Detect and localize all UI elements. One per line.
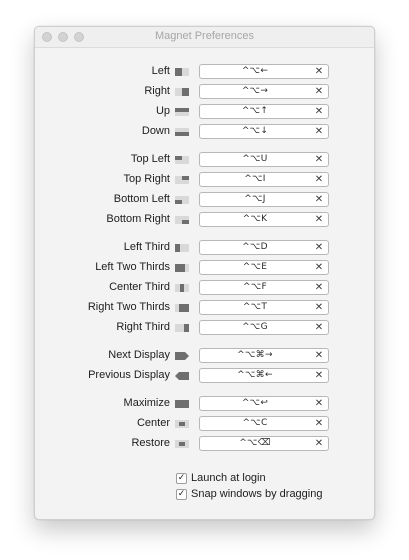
shortcut-label: Right Two Thirds bbox=[87, 301, 170, 313]
shortcut-keys: ^⌥⌫ bbox=[239, 438, 271, 448]
clear-shortcut-icon[interactable]: ✕ bbox=[314, 418, 324, 429]
clear-shortcut-icon[interactable]: ✕ bbox=[314, 154, 324, 165]
shortcut-keys: ^⌥↑ bbox=[241, 106, 269, 116]
left-two-thirds-icon bbox=[175, 264, 189, 272]
shortcut-row-right-third bbox=[35, 320, 375, 336]
shortcut-recorder-right-two-thirds[interactable] bbox=[199, 300, 329, 315]
maximize-icon bbox=[175, 400, 189, 408]
bottom-right-icon bbox=[175, 216, 189, 224]
shortcut-recorder-next-display[interactable] bbox=[199, 348, 329, 363]
shortcut-row-center bbox=[35, 416, 375, 432]
clear-shortcut-icon[interactable]: ✕ bbox=[314, 282, 324, 293]
shortcut-keys: ^⌥J bbox=[244, 194, 266, 204]
shortcut-recorder-left-two-thirds[interactable] bbox=[199, 260, 329, 275]
left-third-icon bbox=[175, 244, 189, 252]
shortcut-recorder-left-third[interactable] bbox=[199, 240, 329, 255]
shortcut-label: Left Third bbox=[123, 241, 170, 253]
checkbox-label: Snap windows by dragging bbox=[191, 488, 323, 500]
shortcut-recorder-right-third[interactable] bbox=[199, 320, 329, 335]
shortcut-keys: ^⌥F bbox=[243, 282, 267, 292]
shortcut-keys: ^⌥G bbox=[242, 322, 268, 332]
previous-display-icon bbox=[175, 372, 189, 380]
shortcut-label: Bottom Right bbox=[106, 213, 170, 225]
shortcut-label: Top Right bbox=[123, 173, 170, 185]
clear-shortcut-icon[interactable]: ✕ bbox=[314, 242, 324, 253]
shortcut-label: Center bbox=[136, 417, 170, 429]
shortcut-recorder-up[interactable] bbox=[199, 104, 329, 119]
shortcut-row-up bbox=[35, 104, 375, 120]
preferences-window bbox=[34, 26, 375, 520]
shortcut-label: Next Display bbox=[108, 349, 170, 361]
bottom-left-icon bbox=[175, 196, 189, 204]
shortcut-keys: ^⌥C bbox=[242, 418, 268, 428]
shortcut-row-left bbox=[35, 64, 375, 80]
up-icon bbox=[175, 108, 189, 116]
top-left-icon bbox=[175, 156, 189, 164]
clear-shortcut-icon[interactable]: ✕ bbox=[314, 174, 324, 185]
shortcut-recorder-center[interactable] bbox=[199, 416, 329, 431]
shortcut-row-down bbox=[35, 124, 375, 140]
shortcut-row-right bbox=[35, 84, 375, 100]
clear-shortcut-icon[interactable]: ✕ bbox=[314, 370, 324, 381]
center-third-icon bbox=[175, 284, 189, 292]
shortcut-row-right-two-thirds bbox=[35, 300, 375, 316]
shortcut-keys: ^⌥K bbox=[242, 214, 268, 224]
shortcut-recorder-bottom-right[interactable] bbox=[199, 212, 329, 227]
shortcut-keys: ^⌥T bbox=[242, 302, 268, 312]
shortcut-keys: ^⌥↓ bbox=[241, 126, 269, 136]
clear-shortcut-icon[interactable]: ✕ bbox=[314, 194, 324, 205]
shortcut-label: Restore bbox=[131, 437, 170, 449]
shortcut-row-maximize bbox=[35, 396, 375, 412]
shortcut-row-center-third bbox=[35, 280, 375, 296]
shortcut-recorder-top-right[interactable] bbox=[199, 172, 329, 187]
clear-shortcut-icon[interactable]: ✕ bbox=[314, 86, 324, 97]
shortcut-keys: ^⌥⌘← bbox=[237, 370, 273, 380]
right-two-thirds-icon bbox=[175, 304, 189, 312]
shortcut-recorder-restore[interactable] bbox=[199, 436, 329, 451]
shortcut-row-bottom-right bbox=[35, 212, 375, 228]
shortcut-label: Top Left bbox=[130, 153, 170, 165]
shortcut-recorder-left[interactable] bbox=[199, 64, 329, 79]
shortcut-keys: ^⌥D bbox=[242, 242, 268, 252]
shortcut-list bbox=[35, 27, 375, 520]
clear-shortcut-icon[interactable]: ✕ bbox=[314, 322, 324, 333]
clear-shortcut-icon[interactable]: ✕ bbox=[314, 214, 324, 225]
shortcut-row-top-right bbox=[35, 172, 375, 188]
shortcut-row-previous-display bbox=[35, 368, 375, 384]
shortcut-recorder-center-third[interactable] bbox=[199, 280, 329, 295]
shortcut-row-left-two-thirds bbox=[35, 260, 375, 276]
shortcut-keys: ^⌥I bbox=[244, 174, 266, 184]
shortcut-label: Up bbox=[155, 105, 170, 117]
next-display-icon bbox=[175, 352, 189, 360]
right-third-icon bbox=[175, 324, 189, 332]
shortcut-recorder-right[interactable] bbox=[199, 84, 329, 99]
clear-shortcut-icon[interactable]: ✕ bbox=[314, 66, 324, 77]
clear-shortcut-icon[interactable]: ✕ bbox=[314, 398, 324, 409]
shortcut-row-restore bbox=[35, 436, 375, 452]
top-right-icon bbox=[175, 176, 189, 184]
checkbox[interactable]: ✓ bbox=[177, 473, 186, 483]
shortcut-label: Left Two Thirds bbox=[95, 261, 170, 273]
shortcut-recorder-bottom-left[interactable] bbox=[199, 192, 329, 207]
checkbox-label: Launch at login bbox=[191, 472, 266, 484]
clear-shortcut-icon[interactable]: ✕ bbox=[314, 106, 324, 117]
shortcut-keys: ^⌥⌘→ bbox=[237, 350, 273, 360]
shortcut-row-next-display bbox=[35, 348, 375, 364]
shortcut-label: Bottom Left bbox=[113, 193, 170, 205]
shortcut-keys: ^⌥U bbox=[242, 154, 268, 164]
shortcut-label: Previous Display bbox=[88, 369, 170, 381]
shortcut-label: Right Third bbox=[116, 321, 170, 333]
window-title: Magnet Preferences bbox=[154, 30, 255, 42]
clear-shortcut-icon[interactable]: ✕ bbox=[314, 126, 324, 137]
shortcut-row-bottom-left bbox=[35, 192, 375, 208]
left-icon bbox=[175, 68, 189, 76]
shortcut-label: Right bbox=[144, 85, 170, 97]
right-icon bbox=[175, 88, 189, 96]
clear-shortcut-icon[interactable]: ✕ bbox=[314, 302, 324, 313]
clear-shortcut-icon[interactable]: ✕ bbox=[314, 438, 324, 449]
shortcut-label: Left bbox=[151, 65, 170, 77]
clear-shortcut-icon[interactable]: ✕ bbox=[314, 350, 324, 361]
shortcut-label: Center Third bbox=[109, 281, 170, 293]
center-icon bbox=[175, 420, 189, 428]
checkbox[interactable]: ✓ bbox=[177, 489, 186, 499]
shortcut-keys: ^⌥E bbox=[242, 262, 268, 272]
restore-icon bbox=[175, 440, 189, 448]
shortcut-recorder-previous-display[interactable] bbox=[199, 368, 329, 383]
shortcut-label: Maximize bbox=[123, 397, 170, 409]
shortcut-keys: ^⌥↩ bbox=[241, 398, 269, 408]
shortcut-recorder-top-left[interactable] bbox=[199, 152, 329, 167]
shortcut-row-left-third bbox=[35, 240, 375, 256]
shortcut-keys: ^⌥← bbox=[241, 66, 269, 76]
shortcut-label: Down bbox=[141, 125, 170, 137]
shortcut-recorder-down[interactable] bbox=[199, 124, 329, 139]
clear-shortcut-icon[interactable]: ✕ bbox=[314, 262, 324, 273]
shortcut-recorder-maximize[interactable] bbox=[199, 396, 329, 411]
down-icon bbox=[175, 128, 189, 136]
shortcut-keys: ^⌥→ bbox=[241, 86, 269, 96]
shortcut-row-top-left bbox=[35, 152, 375, 168]
